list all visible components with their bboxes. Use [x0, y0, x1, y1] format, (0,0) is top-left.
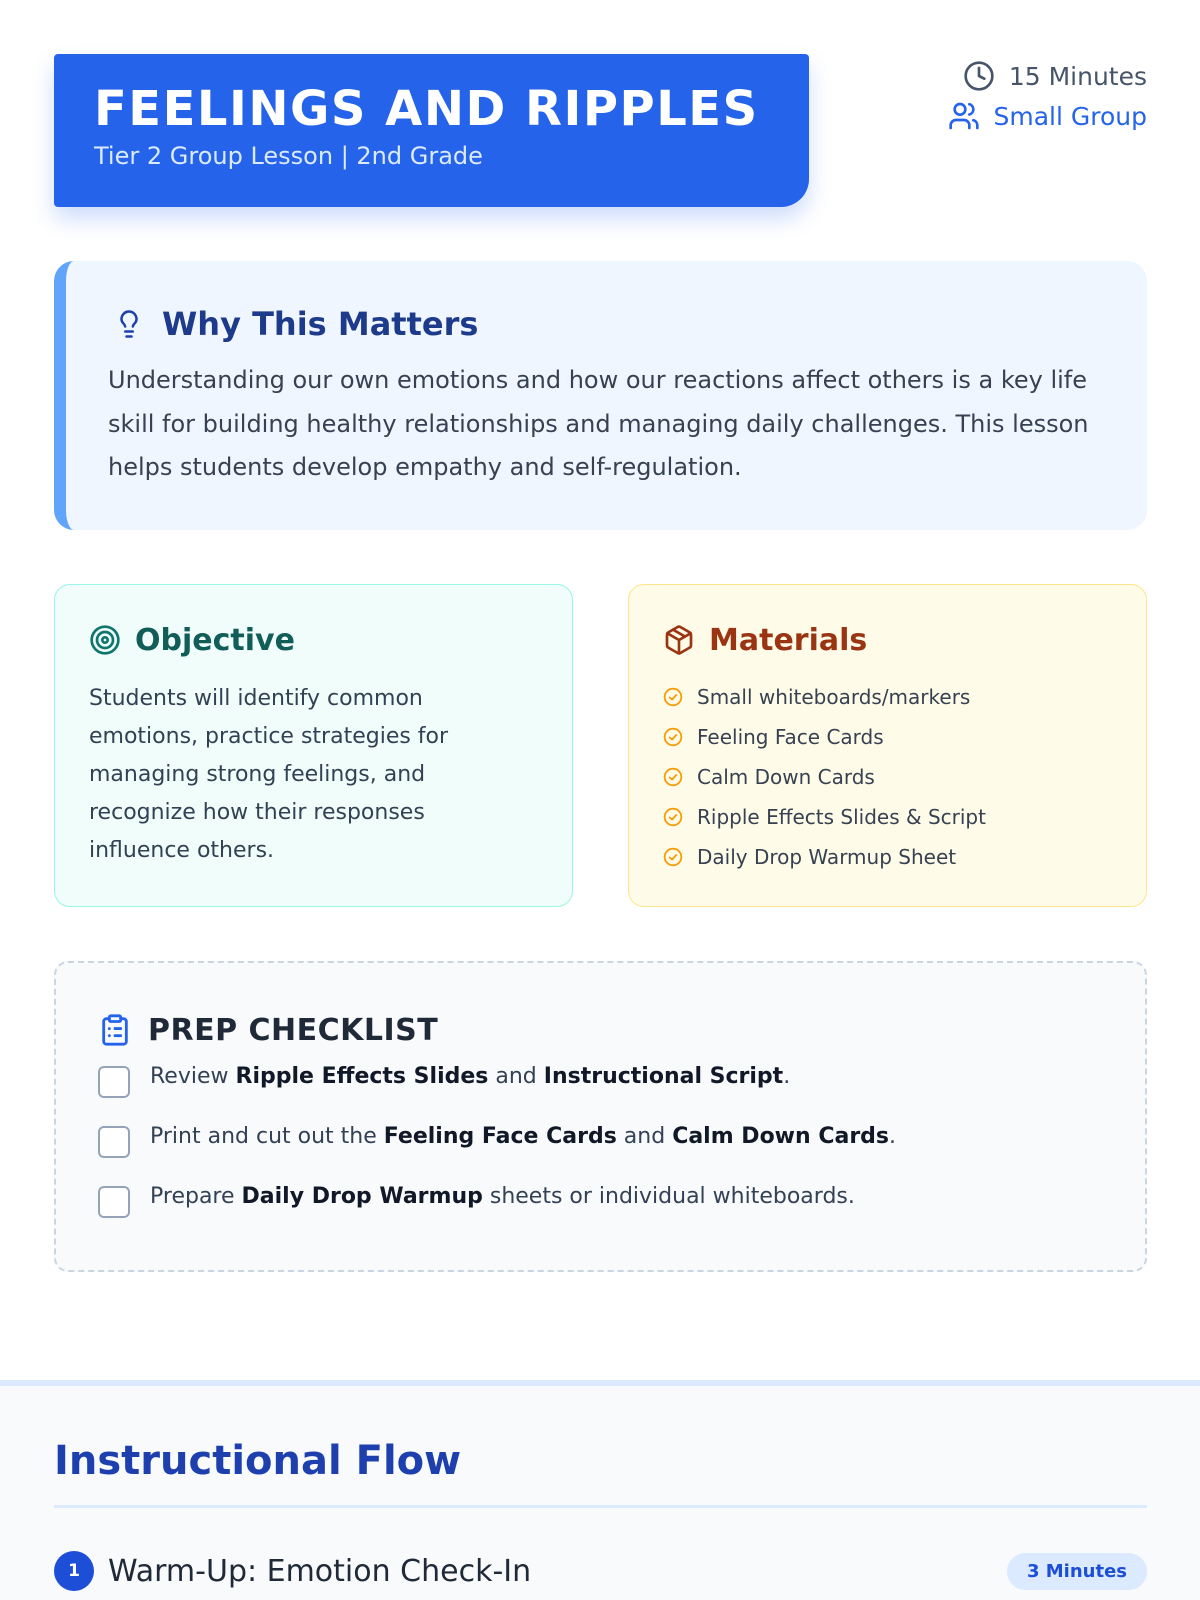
- text-segment: Print and cut out the: [150, 1124, 384, 1149]
- checkbox[interactable]: [98, 1066, 130, 1098]
- bold-segment: Ripple Effects Slides: [235, 1064, 489, 1089]
- checklist-item-text: [150, 1181, 855, 1213]
- group-info: [948, 96, 1148, 136]
- prep-heading: [98, 1007, 1101, 1053]
- materials-item: [663, 837, 1112, 877]
- checklist-item[interactable]: [98, 1061, 1101, 1121]
- objective-title: Objective: [135, 622, 295, 658]
- materials-item: [663, 717, 1112, 757]
- bold-segment: Calm Down Cards: [672, 1124, 890, 1149]
- lesson-header: [54, 54, 809, 207]
- clock-icon: [963, 60, 995, 92]
- step-duration-badge: 3 Minutes: [1007, 1553, 1147, 1590]
- text-segment: .: [783, 1064, 791, 1089]
- checklist-item[interactable]: [98, 1121, 1101, 1181]
- materials-list: [663, 677, 1112, 877]
- text-segment: .: [889, 1124, 897, 1149]
- text-segment: and: [616, 1124, 673, 1149]
- materials-item: [663, 677, 1112, 717]
- package-icon: [663, 624, 695, 656]
- checkbox[interactable]: [98, 1126, 130, 1158]
- flow-title: Instructional Flow: [54, 1438, 462, 1484]
- clipboard-list-icon: [98, 1011, 132, 1049]
- target-icon: [89, 624, 121, 656]
- lesson-subtitle: Tier 2 Group Lesson | 2nd Grade: [94, 142, 483, 170]
- lesson-title: FEELINGS AND RIPPLES: [94, 81, 759, 137]
- materials-item-label: Calm Down Cards: [697, 765, 875, 789]
- why-this-matters-card: [54, 261, 1147, 530]
- check-circle-icon: [663, 847, 683, 867]
- lightbulb-icon: [114, 305, 144, 343]
- why-text: Understanding our own emotions and how our reactions affect others is a key life skill for building healthy relationships and managing daily challenges. This lesson helps students develop empathy and self-regulation.: [108, 366, 1089, 481]
- materials-item-label: Small whiteboards/markers: [697, 685, 971, 709]
- checklist-item[interactable]: [98, 1181, 1101, 1241]
- bold-segment: Instructional Script: [543, 1064, 784, 1089]
- prep-title: PREP CHECKLIST: [148, 1012, 439, 1048]
- group-label: Small Group: [993, 101, 1147, 131]
- lesson-meta: [948, 56, 1148, 136]
- flow-divider: [54, 1505, 1147, 1508]
- text-segment: sheets or individual whiteboards.: [482, 1184, 855, 1209]
- text-segment: Prepare: [150, 1184, 242, 1209]
- step-number-badge: 1: [54, 1551, 94, 1591]
- materials-title: Materials: [709, 622, 868, 658]
- check-circle-icon: [663, 807, 683, 827]
- materials-card: [628, 584, 1147, 907]
- objective-text: Students will identify common emotions, practice strategies for managing strong feelings, and recognize how their responses influence others.: [89, 686, 449, 863]
- objective-heading: [89, 619, 538, 661]
- checkbox[interactable]: [98, 1186, 130, 1218]
- materials-heading: [663, 619, 1112, 661]
- materials-item: [663, 757, 1112, 797]
- check-circle-icon: [663, 687, 683, 707]
- bold-segment: Feeling Face Cards: [383, 1124, 617, 1149]
- materials-item-label: Daily Drop Warmup Sheet: [697, 845, 957, 869]
- materials-item: [663, 797, 1112, 837]
- duration-label: 15 Minutes: [1008, 61, 1147, 91]
- objective-card: [54, 584, 573, 907]
- flow-step: [54, 1550, 1147, 1592]
- prep-checklist-card: [54, 961, 1147, 1272]
- why-heading: [108, 301, 1101, 347]
- check-circle-icon: [663, 767, 683, 787]
- step-title: Warm-Up: Emotion Check-In: [108, 1553, 532, 1589]
- checklist-item-text: [150, 1061, 790, 1093]
- checklist-item-text: [150, 1121, 896, 1153]
- materials-item-label: Ripple Effects Slides & Script: [697, 805, 986, 829]
- users-icon: [948, 100, 980, 132]
- why-title: Why This Matters: [162, 305, 479, 343]
- text-segment: and: [488, 1064, 544, 1089]
- text-segment: Review: [150, 1064, 236, 1089]
- check-circle-icon: [663, 727, 683, 747]
- materials-item-label: Feeling Face Cards: [697, 725, 884, 749]
- duration-info: [948, 56, 1148, 96]
- bold-segment: Daily Drop Warmup: [241, 1184, 483, 1209]
